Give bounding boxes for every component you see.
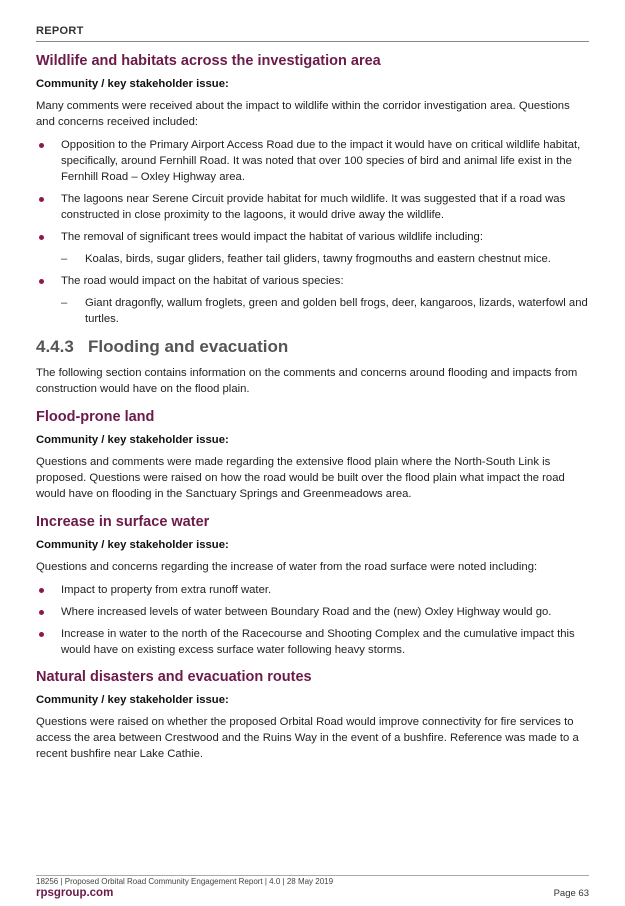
list-item-text: Where increased levels of water between Boundary Road and the (new) Oxley Highway would go.: [61, 606, 552, 618]
bullet-icon: [39, 235, 44, 240]
sub-list-item: [36, 295, 589, 327]
issue-label: Community / key stakeholder issue:: [36, 539, 229, 551]
list-item-text: The road would impact on the habitat of various species:: [61, 275, 344, 287]
bullet-icon: [39, 610, 44, 615]
list-item-text: Impact to property from extra runoff water.: [61, 584, 272, 596]
list-item: [36, 626, 589, 658]
issue-label: Community / key stakeholder issue:: [36, 78, 229, 90]
list-item-text: Opposition to the Primary Airport Access Road due to the impact it would have on critical wildlife habitat, specifically, around Fernhill Road. It was noted that over 100 species of bird and animal life exist in the Fernhill Road – Oxley Highway area.: [61, 139, 581, 183]
list-item: [36, 229, 589, 245]
section-title-flood-prone: Flood-prone land: [36, 409, 155, 425]
report-content: [36, 52, 589, 769]
bullet-list: [36, 137, 589, 327]
list-item: [36, 604, 589, 620]
list-item: [36, 273, 589, 289]
bullet-icon: [39, 143, 44, 148]
bullet-icon: [39, 279, 44, 284]
list-item: [36, 582, 589, 598]
list-item: [36, 191, 589, 223]
section-heading-flooding: [36, 337, 589, 357]
list-item-text: Giant dragonfly, wallum froglets, green and golden bell frogs, deer, kangaroos, lizards, waterfowl and turtles.: [85, 297, 588, 325]
footer-site-link[interactable]: rpsgroup.com: [36, 887, 114, 899]
footer-divider: [36, 875, 589, 876]
page-header: [36, 25, 589, 42]
paragraph: The following section contains information on the comments and concerns around flooding and impacts from construction would have on the flood plain.: [36, 367, 578, 395]
footer-meta: 18256 | Proposed Orbital Road Community Engagement Report | 4.0 | 28 May 2019: [36, 877, 334, 886]
list-item-text: Koalas, birds, sugar gliders, feather tail gliders, tawny frogmouths and eastern chestnut mice.: [85, 253, 551, 265]
page-number: Page 63: [553, 888, 589, 899]
bullet-icon: [39, 197, 44, 202]
issue-label: Community / key stakeholder issue:: [36, 434, 229, 446]
list-item: [36, 137, 589, 185]
bullet-icon: [39, 588, 44, 593]
paragraph: Questions and concerns regarding the increase of water from the road surface were noted including:: [36, 561, 538, 573]
dash-icon: –: [61, 253, 68, 265]
sub-list-item: [36, 251, 589, 267]
paragraph: Questions and comments were made regarding the extensive flood plain where the North-South Link is proposed. Questions were raised on how the road would be built over the flood plain what impact the road would have on flooding in the Sanctuary Springs and Greenmeadows area.: [36, 456, 565, 500]
list-item-text: The removal of significant trees would impact the habitat of various wildlife including:: [61, 231, 483, 243]
section-title-natural-disasters: Natural disasters and evacuation routes: [36, 669, 312, 685]
section-title-surface-water: Increase in surface water: [36, 514, 210, 530]
section-title-wildlife: Wildlife and habitats across the investigation area: [36, 53, 381, 69]
bullet-list: [36, 582, 589, 658]
bullet-icon: [39, 632, 44, 637]
list-item-text: The lagoons near Serene Circuit provide habitat for much wildlife. It was suggested that if a road was constructed in close proximity to the lagoons, it would drive away the wildlife.: [61, 193, 566, 221]
list-item-text: Increase in water to the north of the Racecourse and Shooting Complex and the cumulative impact this would have on existing excess surface water following heavy storms.: [61, 628, 575, 656]
dash-icon: –: [61, 297, 68, 309]
section-number: 4.4.3: [36, 337, 74, 356]
section-heading-text: Flooding and evacuation: [88, 337, 289, 356]
paragraph: Many comments were received about the impact to wildlife within the corridor investigation area. Questions and concerns received included:: [36, 100, 570, 128]
paragraph: Questions were raised on whether the proposed Orbital Road would improve connectivity for fire services to access the area between Crestwood and the Ruins Way in the event of a bushfire. Reference was made to a recent bushfire near Lake Cathie.: [36, 716, 579, 760]
header-label: REPORT: [36, 25, 84, 37]
issue-label: Community / key stakeholder issue:: [36, 694, 229, 706]
